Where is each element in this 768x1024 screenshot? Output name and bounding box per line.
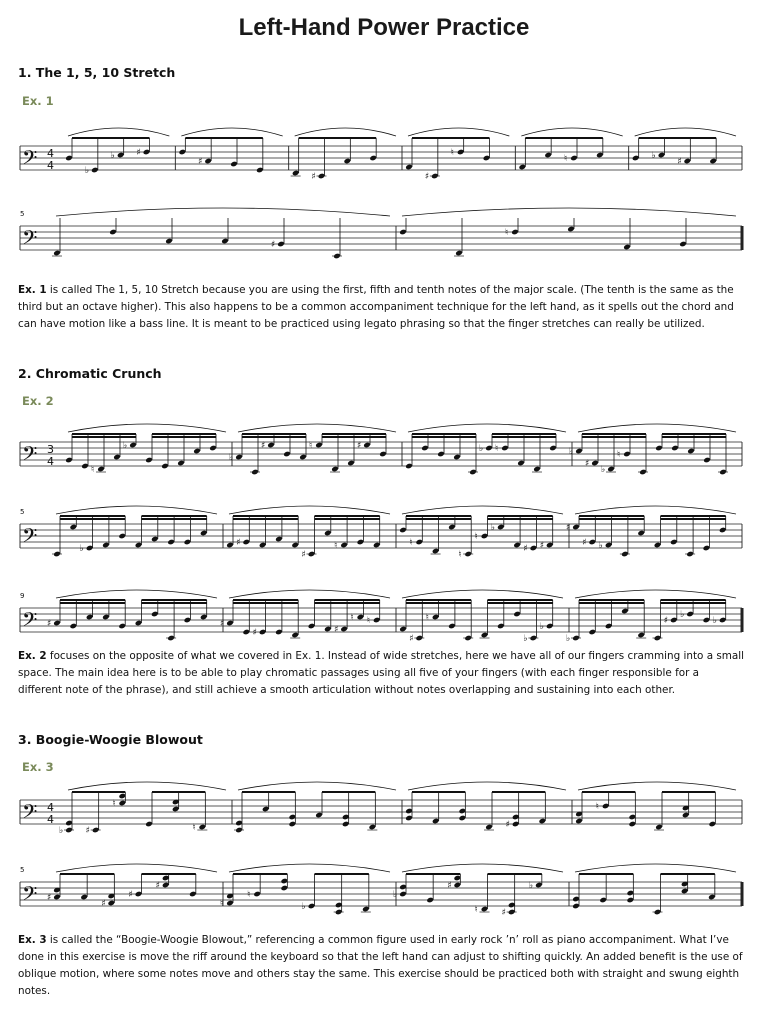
accidental: ♭: [84, 166, 90, 176]
accidental: ♭: [79, 544, 84, 554]
page-title: Left-Hand Power Practice: [238, 14, 530, 41]
time-signature-bottom: 4: [47, 159, 54, 172]
slur: [408, 424, 566, 432]
measure-number: 5: [20, 866, 25, 874]
body-paragraph-1: [18, 282, 746, 333]
accidental: ♭: [598, 541, 603, 551]
slur: [56, 864, 217, 872]
bass-clef-icon: 𝄢: [22, 442, 38, 470]
accidental: ♮: [474, 905, 478, 915]
accidental: ♮: [450, 148, 454, 158]
time-signature-top: 3: [47, 443, 54, 456]
bass-clef-icon: 𝄢: [22, 882, 38, 910]
accidental: ♮: [112, 799, 116, 809]
staff-notation-svg: [18, 418, 758, 478]
slur: [68, 782, 226, 790]
accidental: ♯: [220, 619, 225, 629]
accidental: ♭: [601, 465, 606, 475]
staff-notation-svg: [18, 200, 758, 270]
slur: [402, 208, 736, 216]
accidental: ♯: [539, 541, 545, 551]
paragraph-text: is called The 1, 5, 10 Stretch because you are using the first, fifth and tenth notes of the major scale. (The tenth is the same as the third but an octave higher). This also happens to be a common accompaniment technique for the left hand, as it spells out the chord and can have motion like a bass line. It is meant to be practiced using legato phrasing so that the finger stretches can really be utilized.: [18, 284, 734, 330]
accidental: ♯: [311, 172, 316, 182]
example-label-3: Ex. 3: [22, 760, 54, 774]
measure-number: 5: [20, 508, 25, 516]
slur: [238, 424, 396, 432]
measure-number: 9: [20, 592, 25, 600]
slur: [295, 128, 396, 136]
music-staff-ex2-system3: [18, 584, 758, 644]
time-signature-bottom: 4: [47, 813, 54, 826]
accidental: ♭: [712, 616, 717, 626]
accidental: ♯: [128, 890, 133, 900]
bass-clef-icon: 𝄢: [22, 800, 38, 828]
accidental: ♯: [47, 893, 52, 903]
slur: [408, 128, 509, 136]
time-signature-top: 4: [47, 801, 54, 814]
accidental: ♮: [91, 465, 95, 475]
bass-clef-icon: 𝄢: [22, 608, 38, 636]
accidental: ♭: [528, 881, 534, 891]
accidental: ♯: [501, 908, 507, 918]
staff-notation-svg: [18, 770, 758, 836]
accidental: ♮: [409, 538, 413, 548]
staff-notation-svg: [18, 120, 758, 190]
music-staff-ex1-system2: [18, 200, 758, 270]
accidental: ♯: [585, 459, 590, 469]
accidental: ♯: [424, 172, 430, 182]
paragraph-text: focuses on the opposite of what we covered in Ex. 1. Instead of wide stretches, here we have all of our fingers cramming into a small space. The main idea here is to be able to play chromatic passages using all five of your fingers (with each finger responsible for a different note of the phrase), and still achieve a smooth articulation without notes overlapping and sustaining into each other.: [18, 650, 745, 696]
slur: [402, 506, 563, 514]
accidental: ♮: [595, 802, 599, 812]
paragraph-lead: Ex. 2: [18, 650, 47, 662]
bass-clef-icon: 𝄢: [22, 226, 38, 254]
section-heading-3: 3. Boogie-Woogie Blowout: [18, 732, 203, 747]
slur: [238, 782, 396, 790]
slur: [229, 506, 390, 514]
accidental: ♯: [136, 148, 141, 158]
paragraph-text: is called the “Boogie-Woogie Blowout,” referencing a common figure used in early rock ’n’ roll as piano accompaniment. What I’ve done in this exercise is move the riff around the keyboard so that the left hand can adjust to shifting quickly. An added benefit is the use of oblique motion, where some notes move and others stay the same. This exercise should be practiced both with straight and swung eighth notes.: [18, 934, 743, 997]
slur: [402, 590, 563, 598]
slur: [56, 506, 217, 514]
accidental: ♯: [663, 616, 669, 626]
accidental: ♭: [490, 523, 496, 533]
accidental: ♭: [301, 902, 306, 912]
slur: [402, 864, 563, 872]
accidental: ♯: [447, 881, 452, 891]
accidental: ♯: [47, 619, 52, 629]
accidental: ♮: [350, 613, 354, 623]
section-heading-2: 2. Chromatic Crunch: [18, 366, 162, 381]
paragraph-lead: Ex. 1: [18, 284, 47, 296]
accidental: ♯: [261, 441, 266, 451]
accidental: ♯: [334, 625, 339, 635]
accidental: ♭: [229, 453, 234, 463]
accidental: ♭: [393, 890, 398, 900]
accidental: ♭: [479, 444, 484, 454]
body-paragraph-2: [18, 648, 746, 699]
accidental: ♯: [155, 881, 161, 891]
staff-notation-svg: [18, 852, 758, 918]
accidental: ♯: [357, 441, 362, 451]
accidental: ♭: [651, 151, 656, 161]
bass-clef-icon: 𝄢: [22, 524, 38, 552]
paragraph-lead: Ex. 3: [18, 934, 47, 946]
accidental: ♯: [271, 240, 276, 250]
accidental: ♯: [409, 634, 414, 644]
time-signature-top: 4: [47, 147, 54, 160]
accidental: ♮: [474, 532, 478, 542]
accidental: ♭: [59, 826, 64, 836]
accidental: ♯: [677, 157, 682, 167]
accidental: ♭: [569, 447, 574, 457]
accidental: ♯: [236, 538, 241, 548]
slur: [408, 782, 566, 790]
example-label-2: Ex. 2: [22, 394, 54, 408]
example-label-1: Ex. 1: [22, 94, 54, 108]
accidental: ♭: [566, 634, 571, 644]
accidental: ♯: [523, 544, 528, 554]
music-staff-ex2-system1: [18, 418, 758, 478]
music-staff-ex3-system2: [18, 852, 758, 918]
accidental: ♭: [523, 634, 528, 644]
slur: [578, 782, 736, 790]
bass-clef-icon: 𝄢: [22, 146, 38, 174]
accidental: ♯: [505, 820, 511, 830]
accidental: ♮: [617, 450, 621, 460]
slur: [229, 590, 390, 598]
accidental: ♭: [123, 441, 128, 451]
accidental: ♯: [301, 550, 306, 560]
section-heading-1: 1. The 1, 5, 10 Stretch: [18, 65, 176, 80]
accidental: ♯: [582, 538, 587, 548]
accidental: ♮: [309, 441, 313, 451]
slur: [56, 590, 217, 598]
slur: [68, 128, 169, 136]
accidental: ♭: [110, 151, 115, 161]
slur: [68, 424, 226, 432]
accidental: ♯: [85, 826, 91, 836]
staff-notation-svg: [18, 500, 758, 560]
slur: [578, 424, 736, 432]
accidental: ♮: [220, 899, 224, 909]
accidental: ♮: [564, 154, 568, 164]
accidental: ♮: [192, 823, 196, 833]
music-staff-ex2-system2: [18, 500, 758, 560]
accidental: ♮: [495, 444, 499, 454]
accidental: ♯: [198, 157, 203, 167]
accidental: ♮: [247, 890, 251, 900]
accidental: ♮: [366, 616, 370, 626]
accidental: ♯: [252, 628, 257, 638]
slur: [56, 208, 390, 216]
time-signature-bottom: 4: [47, 455, 54, 468]
accidental: ♮: [458, 550, 462, 560]
measure-number: 5: [20, 210, 25, 218]
accidental: ♮: [505, 228, 509, 238]
accidental: ♮: [334, 541, 338, 551]
slur: [575, 590, 736, 598]
body-paragraph-3: [18, 932, 746, 1000]
slur: [181, 128, 282, 136]
slur: [521, 128, 622, 136]
slur: [575, 506, 736, 514]
music-staff-ex1-system1: [18, 120, 758, 190]
accidental: ♭: [680, 610, 685, 620]
accidental: ♯: [566, 523, 571, 533]
accidental: ♭: [539, 622, 544, 632]
music-staff-ex3-system1: [18, 770, 758, 836]
slur: [635, 128, 736, 136]
slur: [575, 864, 736, 872]
slur: [229, 864, 390, 872]
staff-notation-svg: [18, 584, 758, 644]
accidental: ♯: [101, 899, 106, 909]
accidental: ♮: [425, 613, 429, 623]
